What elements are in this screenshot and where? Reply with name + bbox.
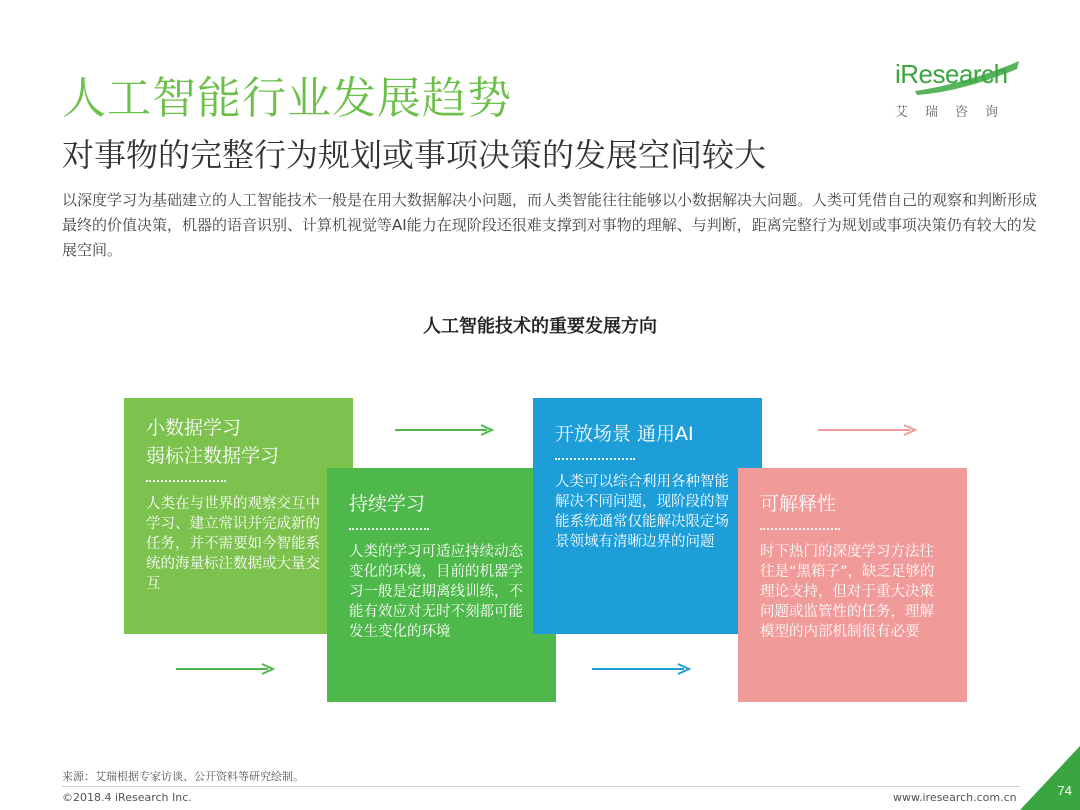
- box-body: 人类可以综合利用各种智能解决不同问题，现阶段的智能系统通常仅能解决限定场景领域有清晰边界的问题: [555, 474, 729, 550]
- iresearch-logo: [895, 57, 1025, 125]
- direction-box-small-data: [124, 398, 353, 634]
- intro-paragraph: 以深度学习为基础建立的人工智能技术一般是在用大数据解决小问题，而人类智能往往能够以小数据解决大问题。人类可凭借自己的观察和判断形成最终的价值决策，机器的语音识别、计算机视觉等AI能力在现阶段还很难支撑到对事物的理解、与判断，距离完整行为规划或事项决策仍有较大的发展空间。: [62, 191, 1038, 259]
- box-body: 人类的学习可适应持续动态变化的环境，目前的机器学习一般是定期离线训练，不能有效应对无时不刻都可能发生变化的环境: [349, 544, 523, 640]
- direction-box-open-scenario: [533, 398, 762, 634]
- website-link[interactable]: www.iresearch.com.cn: [893, 791, 1017, 804]
- dotted-divider: [146, 480, 226, 482]
- logo-subtitle: 艾瑞咨询: [895, 105, 1016, 120]
- footer-divider: [62, 786, 1020, 787]
- copyright: ©2018.4 iResearch Inc.: [62, 791, 192, 804]
- box-heading-2: 弱标注数据学习: [146, 445, 280, 467]
- direction-box-interpretability: [738, 468, 967, 702]
- page-title: 人工智能行业发展趋势: [62, 73, 512, 124]
- arrow-right-icon: [592, 663, 692, 675]
- logo-word: iResearch: [895, 59, 1008, 89]
- box-heading: 持续学习: [349, 493, 426, 515]
- arrow-right-icon: [176, 663, 276, 675]
- arrow-right-icon: [818, 424, 918, 436]
- page-subtitle: 对事物的完整行为规划或事项决策的发展空间较大: [62, 136, 767, 174]
- page-number: 74: [1057, 783, 1072, 798]
- diagram-title: 人工智能技术的重要发展方向: [423, 316, 657, 337]
- dotted-divider: [349, 528, 429, 530]
- box-heading: 可解释性: [760, 493, 837, 515]
- box-body: 时下热门的深度学习方法往往是“黑箱子”，缺乏足够的理论支持，但对于重大决策问题或监管性的任务，理解模型的内部机制很有必要: [760, 544, 935, 640]
- box-body: 人类在与世界的观察交互中学习、建立常识并完成新的任务，并不需要如今智能系统的海量标注数据或大量交互: [146, 496, 320, 592]
- direction-box-continual-learning: [327, 468, 556, 702]
- page-corner-icon: [1020, 746, 1080, 810]
- box-heading: 开放场景 通用AI: [555, 423, 694, 445]
- dotted-divider: [555, 458, 635, 460]
- source-note: 来源：艾瑞根据专家访谈、公开资料等研究绘制。: [62, 770, 304, 783]
- arrow-right-icon: [395, 424, 495, 436]
- dotted-divider: [760, 528, 840, 530]
- box-heading: 小数据学习: [146, 417, 242, 439]
